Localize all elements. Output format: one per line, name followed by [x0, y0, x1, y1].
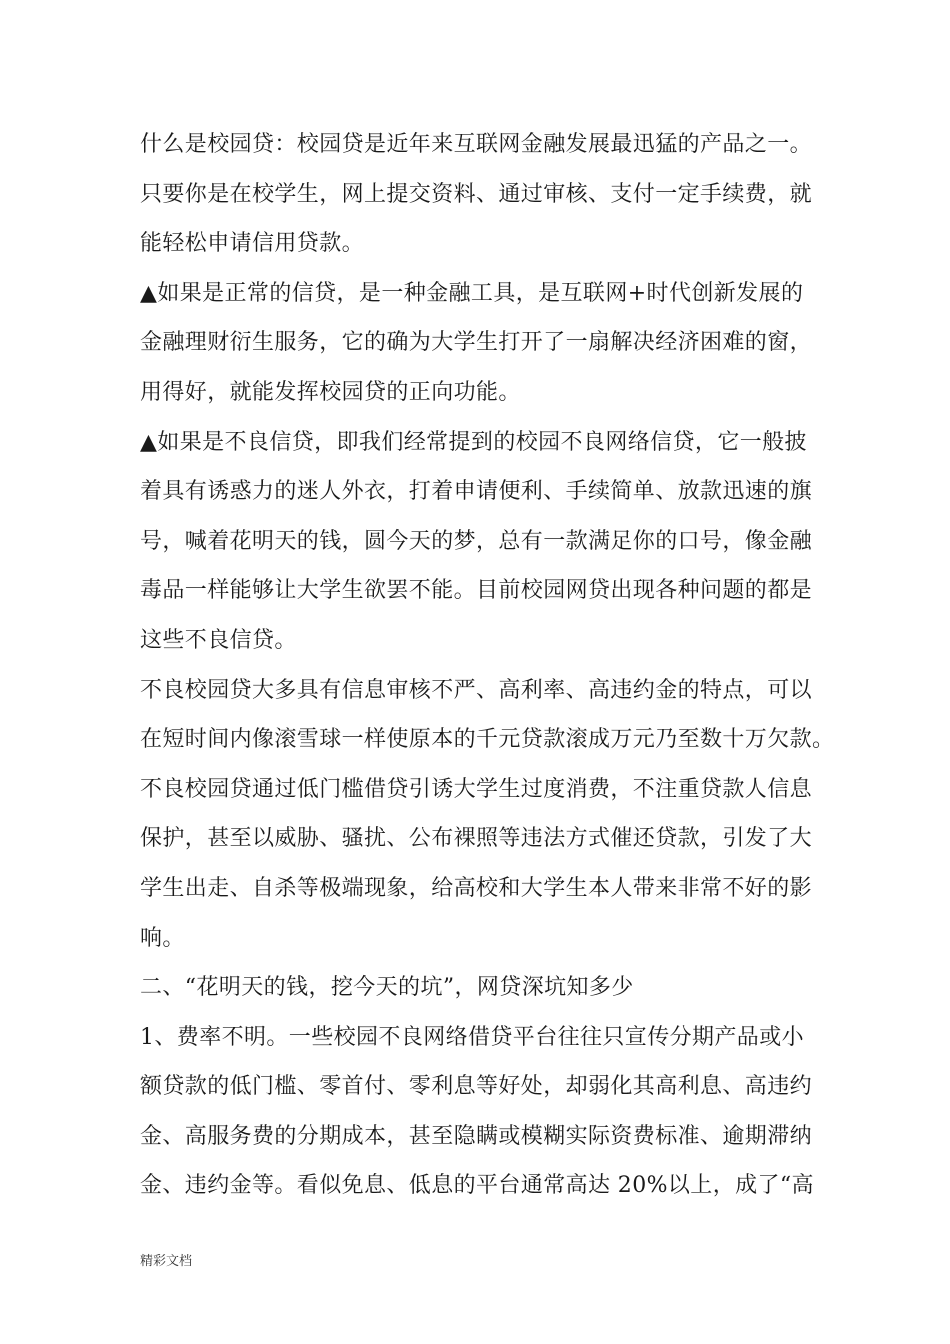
text-line: 在短时间内像滚雪球一样使原本的千元贷款滚成万元乃至数十万欠款。: [140, 727, 835, 753]
text-line: 号，喊着花明天的钱，圆今天的梦，总有一款满足你的口号，像金融: [140, 528, 813, 554]
text-line: 学生出走、自杀等极端现象，给高校和大学生本人带来非常不好的影: [140, 875, 813, 901]
text-line: 着具有诱惑力的迷人外衣，打着申请便利、手续简单、放款迅速的旗: [140, 479, 813, 505]
text-line: 金融理财衍生服务，它的确为大学生打开了一扇解决经济困难的窗，: [140, 330, 813, 356]
text-line: 1、费率不明。一些校园不良网络借贷平台往往只宣传分期产品或小: [140, 1024, 804, 1050]
text-line: 响。: [140, 925, 185, 951]
text-line: 能轻松申请信用贷款。: [140, 231, 365, 257]
text-line: ▲如果是不良信贷，即我们经常提到的校园不良网络信贷，它一般披: [140, 429, 807, 455]
text-line: 金、高服务费的分期成本，甚至隐瞒或模糊实际资费标准、逾期滞纳: [140, 1123, 813, 1149]
text-line: 用得好，就能发挥校园贷的正向功能。: [140, 379, 521, 405]
text-line: 保护，甚至以威胁、骚扰、公布裸照等违法方式催还贷款，引发了大: [140, 826, 813, 852]
text-line: 额贷款的低门槛、零首付、零利息等好处，却弱化其高利息、高违约: [140, 1074, 813, 1100]
text-line: 只要你是在校学生，网上提交资料、通过审核、支付一定手续费，就: [140, 181, 813, 207]
text-line: 毒品一样能够让大学生欲罢不能。目前校园网贷出现各种问题的都是: [140, 578, 813, 604]
text-line: 不良校园贷大多具有信息审核不严、高利率、高违约金的特点，可以: [140, 677, 813, 703]
text-line: 什么是校园贷：校园贷是近年来互联网金融发展最迅猛的产品之一。: [140, 132, 813, 157]
page-footer: 精彩文档: [140, 1254, 193, 1269]
section-heading: 二、“花明天的钱，挖今天的坑”，网贷深坑知多少: [140, 975, 634, 1001]
text-line: ▲如果是正常的信贷，是一种金融工具，是互联网+时代创新发展的: [140, 280, 804, 306]
text-line: 不良校园贷通过低门槛借贷引诱大学生过度消费，不注重贷款人信息: [140, 776, 813, 802]
text-line: 金、违约金等。看似免息、低息的平台通常高达 20%以上，成了“高: [140, 1173, 814, 1199]
document-body: [140, 120, 835, 1211]
text-line: 这些不良信贷。: [140, 627, 297, 653]
